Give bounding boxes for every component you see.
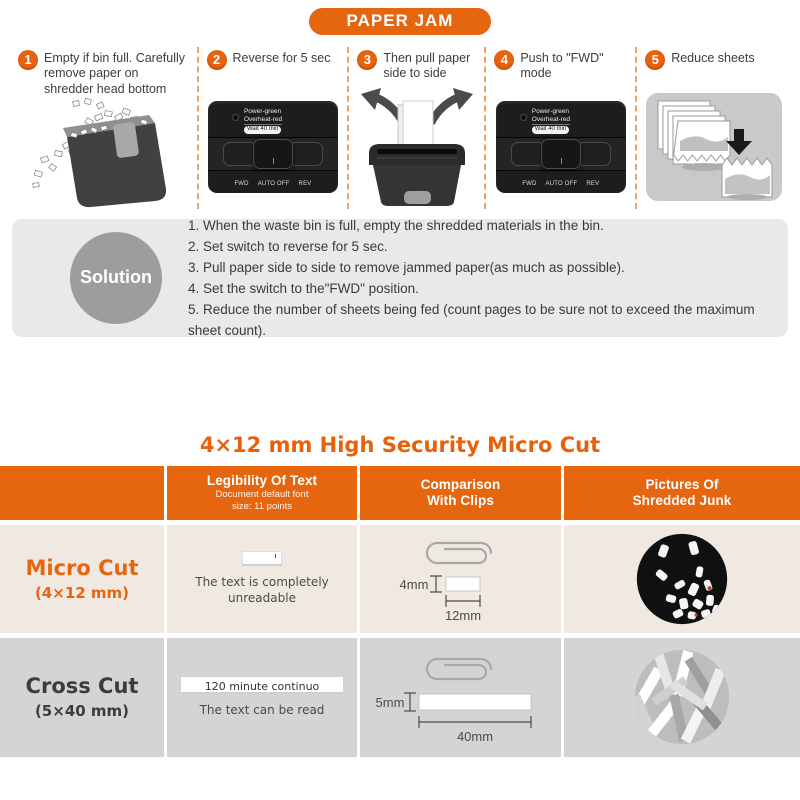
cross-cut-legibility-cell: 120 minute continuo The text can be read — [167, 638, 357, 757]
micro-cut-legibility-cell: The text is completely unreadable — [167, 525, 357, 633]
control-panel-illustration — [496, 101, 626, 193]
power-led-icon — [520, 114, 527, 121]
panel-left-button — [223, 142, 257, 166]
panel-left-button — [511, 142, 545, 166]
panel-slider-knob — [253, 139, 293, 169]
svg-text:40mm: 40mm — [456, 729, 493, 745]
power-led-icon — [232, 114, 239, 121]
steps-row — [0, 47, 800, 209]
panel-autooff-label: AUTO OFF — [545, 180, 578, 187]
solution-circle: Solution — [70, 232, 162, 324]
solution-section — [12, 219, 788, 337]
paperclip-icon — [415, 650, 507, 684]
panel-rev-label: REV — [298, 180, 312, 187]
panel-rev-label: REV — [586, 180, 600, 187]
step-3 — [347, 47, 484, 209]
cross-dimension-diagram — [366, 684, 556, 744]
cross-cut-name-cell: Cross Cut (5×40 mm) — [0, 638, 164, 757]
paperclip-icon — [415, 534, 507, 568]
step-5-label: Reduce sheets — [671, 50, 755, 65]
micro-cut-name-cell: Micro Cut (4×12 mm) — [0, 525, 164, 633]
panel-fwd-label: FWD — [522, 180, 537, 187]
page-header — [0, 0, 800, 35]
table-header-pictures: Pictures Of Shredded Junk — [564, 466, 800, 520]
solution-item-3: 3. Pull paper side to side to remove jammed paper(as much as possible). — [188, 259, 625, 275]
svg-text:5mm: 5mm — [375, 695, 404, 711]
panel-right-button — [289, 142, 323, 166]
solution-item-1: 1. When the waste bin is full, empty the shredded materials in the bin. — [188, 217, 604, 233]
solution-item-4: 4. Set the switch to the"FWD" position. — [188, 280, 419, 296]
panel-overheat-label: Overheat-red — [532, 116, 570, 125]
step-1-number: 1 — [18, 50, 38, 70]
step-2 — [197, 47, 348, 209]
control-panel-illustration — [208, 101, 338, 193]
panel-power-label: Power-green — [243, 107, 282, 115]
panel-right-button — [577, 142, 611, 166]
svg-text:4mm: 4mm — [399, 576, 428, 592]
cross-paper-strip: 120 minute continuo — [181, 677, 343, 694]
step-5-number: 5 — [645, 50, 665, 70]
solution-item-2: 2. Set switch to reverse for 5 sec. — [188, 238, 388, 254]
micro-dimension-diagram — [386, 568, 536, 624]
panel-power-label: Power-green — [531, 107, 569, 115]
panel-overheat-label: Overheat-red — [244, 116, 282, 125]
cross-cut-picture-cell — [564, 638, 800, 757]
table-title: 4×12 mm High Security Micro Cut — [199, 432, 601, 457]
comparison-table — [0, 466, 800, 757]
step-1 — [10, 47, 197, 209]
step-2-number: 2 — [207, 50, 227, 70]
bin-illustration — [10, 93, 197, 209]
micro-paper-chip — [242, 551, 282, 566]
reduce-sheets-icon — [646, 93, 782, 201]
step-2-label: Reverse for 5 sec — [232, 50, 331, 65]
table-header-legibility: Legibility Of Text Document default font size: 11 points — [167, 466, 357, 520]
svg-text:12mm: 12mm — [444, 607, 481, 623]
paper-jam-badge: PAPER JAM — [309, 8, 492, 35]
micro-cut-clip-cell — [360, 525, 561, 633]
table-header-empty — [0, 466, 164, 520]
shredder-pull-paper-icon — [355, 87, 479, 207]
step-5 — [635, 47, 790, 209]
panel-fwd-label: FWD — [234, 180, 249, 187]
step-1-label: Empty if bin full. Carefully remove paper on shredder head bottom — [44, 50, 186, 96]
micro-cut-picture-cell — [564, 525, 800, 633]
step-4-number: 4 — [494, 50, 514, 70]
step-3-label: Then pull paper side to side — [383, 50, 471, 81]
solution-item-5: 5. Reduce the number of sheets being fed (count pages to be sure not to exceed the maximum sheet count). — [188, 301, 755, 338]
panel-slider-knob — [541, 139, 581, 169]
micro-shreds-photo — [636, 533, 728, 625]
step-4-label: Push to "FWD" mode — [520, 50, 604, 81]
panel-wait-label: Wait 40 min — [532, 126, 569, 134]
table-header-comparison: Comparison With Clips — [360, 466, 561, 520]
waste-bin-icon — [23, 93, 183, 209]
panel-autooff-label: AUTO OFF — [257, 180, 290, 187]
cross-shreds-photo — [634, 649, 730, 745]
cross-cut-clip-cell — [360, 638, 561, 757]
step-4 — [484, 47, 635, 209]
panel-wait-label: Wait 40 min — [244, 126, 281, 134]
solution-list — [188, 215, 772, 341]
step-3-number: 3 — [357, 50, 377, 70]
